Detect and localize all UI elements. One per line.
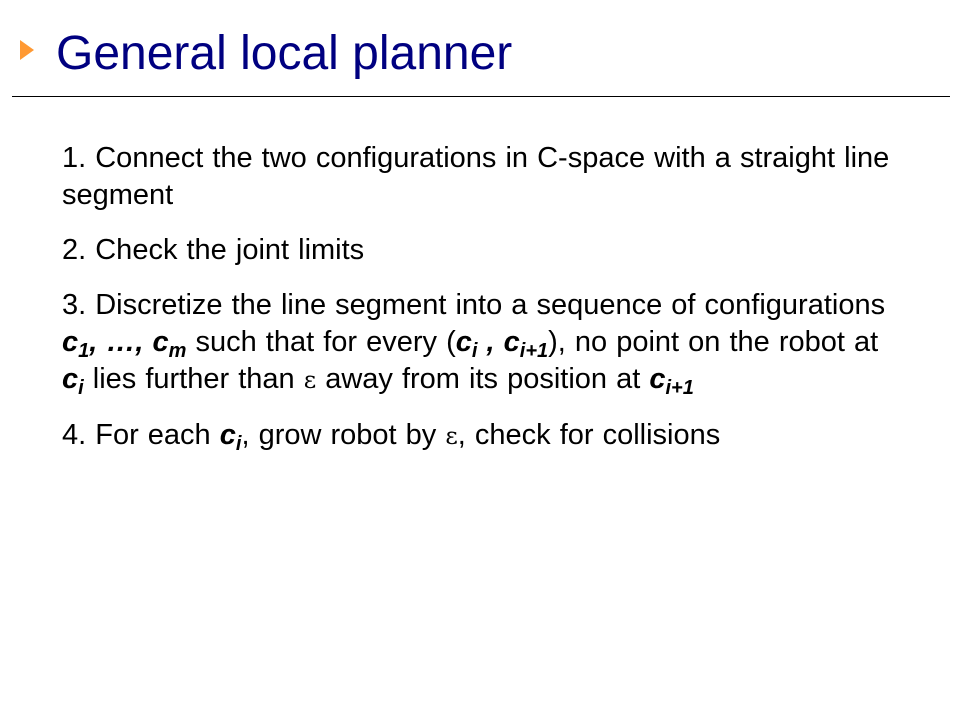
step-3-mid3: lies further than <box>83 363 304 395</box>
triangle-right-icon <box>20 40 34 60</box>
epsilon-symbol-2: ε <box>445 422 458 450</box>
config-ci-plus-1-2: $c_{i+1}$ <box>649 363 694 399</box>
config-ci-2: $c_i$ <box>62 363 84 399</box>
step-list <box>62 140 902 473</box>
step-4-mid1: , grow robot by <box>241 419 446 451</box>
step-3 <box>62 287 902 399</box>
config-ci: $c_i$ <box>455 326 478 362</box>
slide-title: General local planner <box>56 27 513 80</box>
step-3-mid1: such that for every ( <box>186 326 456 358</box>
config-cm: $c_m$ <box>152 326 187 362</box>
config-c1: $c_1$ <box>62 326 90 362</box>
step-4-tail: , check for collisions <box>457 419 721 451</box>
epsilon-symbol: ε <box>303 366 317 394</box>
step-1: 1. Connect the two configurations in C-space with a straight line segment <box>62 142 890 211</box>
step-3-mid4: away from its position at <box>316 363 650 395</box>
config-ci-plus-1: $c_{i+1}$ <box>503 326 549 362</box>
title-divider <box>12 96 950 97</box>
config-ci-3: $c_i$ <box>219 419 242 455</box>
step-4-lead: 4. For each <box>62 419 220 451</box>
pair-separator: , <box>477 326 504 358</box>
ellipsis-separator: , …, <box>89 326 153 358</box>
step-3-lead: 3. Discretize the line segment into a sequence of configurations <box>62 289 886 321</box>
title-bar <box>0 0 960 97</box>
step-2: 2. Check the joint limits <box>62 234 365 266</box>
step-4 <box>62 417 902 455</box>
step-3-mid2: ), no point on the robot at <box>548 326 879 358</box>
